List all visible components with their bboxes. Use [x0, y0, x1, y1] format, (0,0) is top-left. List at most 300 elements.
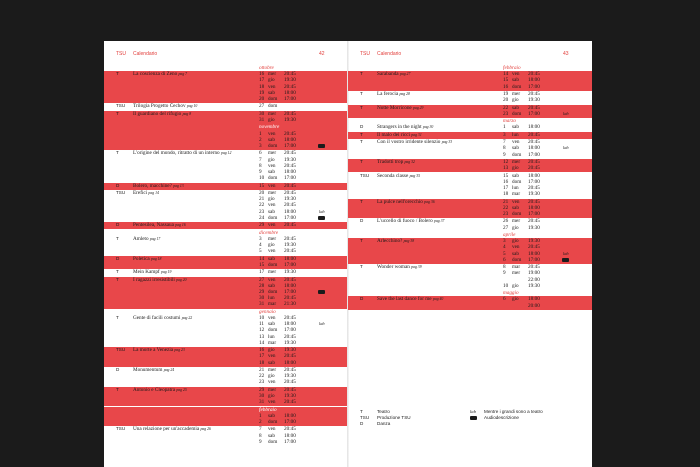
event-type: D	[360, 218, 364, 224]
event-type: T	[116, 269, 119, 275]
date-day: 2	[259, 419, 262, 425]
event-title	[377, 71, 502, 77]
date-time: 20:45	[284, 353, 296, 360]
date-weekday: ven	[268, 379, 276, 386]
date-day: 2	[259, 136, 262, 143]
date-day: 17	[259, 353, 265, 360]
date-weekday: lun	[512, 131, 519, 138]
event-type: T	[360, 264, 363, 270]
date-weekday: gio	[268, 196, 275, 203]
date-time: 20:45	[284, 83, 296, 90]
date-weekday: ven	[512, 139, 520, 146]
date-time: 20:45	[284, 333, 296, 340]
event-type: TSU	[116, 347, 126, 353]
date-day: 6	[259, 150, 262, 157]
date-weekday: sab	[268, 255, 275, 262]
legend-type-label: Produzione TSU	[377, 415, 411, 420]
page-reference: pag 7	[178, 72, 188, 77]
date-day: 14	[259, 339, 265, 346]
event-title	[133, 190, 258, 196]
date-time: 20:45	[528, 71, 540, 78]
date-day: 4	[503, 244, 506, 251]
date-day: 5	[259, 248, 262, 255]
date-day: 12	[259, 327, 265, 334]
event-title	[377, 264, 502, 270]
legend-type-code: TSU	[360, 415, 370, 420]
left-page	[104, 41, 348, 467]
audio-description-icon	[318, 216, 325, 220]
date-time: 18:00	[528, 204, 540, 211]
month-label: maggio	[503, 290, 519, 297]
date-time: 19:30	[284, 77, 296, 84]
date-time: 18:00	[528, 296, 540, 303]
event-type: T	[116, 110, 119, 116]
date-weekday: dom	[268, 96, 278, 102]
event-type: T	[360, 131, 363, 137]
date-day: 16	[259, 71, 265, 78]
date-weekday: ven	[268, 399, 276, 406]
date-day: 28	[259, 282, 265, 289]
date-day: 29	[259, 289, 265, 295]
date-time: 18:00	[284, 432, 296, 439]
date-weekday: ven	[512, 244, 520, 251]
date-weekday: gio	[268, 242, 275, 248]
date-weekday: dom	[268, 327, 278, 334]
date-weekday: dom	[512, 83, 522, 90]
date-weekday: gio	[512, 282, 519, 289]
date-time: 20:45	[528, 139, 540, 146]
date-day: 22	[259, 202, 265, 209]
date-weekday: mer	[268, 71, 277, 78]
date-weekday: dom	[512, 110, 522, 117]
date-time: 19:30	[528, 97, 540, 104]
date-weekday: mer	[512, 159, 521, 165]
date-day: 19	[259, 89, 265, 96]
header-title: Calendario	[377, 51, 402, 57]
date-day: 22	[503, 104, 509, 111]
date-time: 20:45	[284, 130, 296, 137]
header-tsu: TSU	[360, 51, 370, 57]
date-time: 19:30	[284, 196, 296, 203]
date-weekday: sab	[512, 172, 519, 179]
lab-mark: lab	[563, 145, 569, 151]
date-time: 18:00	[284, 359, 296, 366]
date-weekday: mar	[512, 191, 521, 198]
date-weekday: ven	[268, 182, 276, 189]
event-type: T	[360, 159, 363, 164]
event-title	[377, 218, 502, 224]
event-type: T	[116, 276, 119, 282]
page-reference: pag 33	[441, 140, 453, 145]
event-title	[133, 426, 258, 432]
date-day: 21	[259, 367, 265, 373]
event-title	[133, 367, 258, 373]
date-weekday: dom	[512, 256, 522, 263]
date-day: 11	[259, 321, 264, 328]
date-weekday: sab	[268, 282, 275, 289]
page-reference: pag 25	[176, 387, 187, 392]
date-day: 18	[259, 359, 265, 366]
event-title	[377, 238, 502, 244]
event-type: T	[360, 71, 363, 77]
date-day: 13	[259, 333, 265, 340]
date-weekday: ven	[268, 426, 276, 433]
page-reference: pag 31	[411, 132, 422, 137]
month-label: ottobre	[259, 65, 274, 71]
date-day: 1	[259, 130, 262, 137]
page-reference: pag 36	[424, 199, 435, 204]
date-time: 20:45	[284, 190, 296, 196]
date-time: 18:00	[284, 255, 296, 262]
legend-type-code: D	[360, 421, 364, 426]
date-day: 6	[503, 296, 506, 303]
date-weekday: sab	[512, 204, 519, 211]
event-title-text: Save the last dance for me	[377, 296, 433, 303]
date-time: 20:45	[284, 110, 296, 117]
page-reference: pag 8	[182, 111, 192, 116]
date-time: 17:00	[528, 256, 540, 263]
event-type: D	[360, 296, 364, 302]
date-day: 17	[259, 77, 265, 84]
event-type: T	[360, 91, 363, 96]
event-type: T	[116, 71, 119, 77]
date-weekday: gio	[268, 373, 275, 380]
event-title	[133, 103, 258, 109]
date-weekday: gio	[512, 224, 519, 231]
date-day: 4	[259, 242, 262, 248]
event-title-text: La coscienza di Zeno	[133, 71, 179, 78]
date-time: 19:30	[284, 393, 296, 399]
date-time: 19:30	[284, 242, 296, 248]
date-day: 8	[503, 145, 506, 152]
event-title-text: I ragazzi irresistibili	[133, 276, 177, 283]
date-time: 17:00	[528, 110, 540, 117]
event-title	[377, 139, 502, 145]
date-weekday: mer	[512, 91, 521, 97]
date-weekday: ven	[268, 315, 276, 321]
date-time: 18:00	[284, 169, 296, 175]
date-time: 20:45	[284, 162, 296, 169]
date-weekday: sab	[268, 321, 275, 328]
date-weekday: dom	[512, 178, 522, 185]
date-time: 18:00	[284, 282, 296, 289]
event-type: D	[116, 255, 120, 261]
event-title-text: La pulce nell'orecchio	[377, 198, 425, 205]
date-day: 30	[259, 295, 265, 302]
audio-description-icon	[470, 416, 477, 420]
page-reference: pag 26	[200, 427, 211, 432]
date-weekday: ven	[268, 248, 276, 255]
date-day: 16	[503, 178, 509, 185]
lab-mark: lab	[319, 321, 325, 327]
date-day: 10	[259, 315, 265, 321]
date-time: 17:00	[528, 211, 540, 217]
date-day: 14	[503, 71, 509, 78]
date-time: 17:00	[284, 289, 296, 295]
date-time: 19:30	[284, 156, 296, 163]
date-day: 10	[259, 175, 265, 182]
page-reference: pag 14	[148, 191, 159, 195]
date-time: 18:00	[284, 208, 296, 215]
date-time: 18:00	[528, 250, 540, 257]
date-time: 20:45	[284, 426, 296, 433]
date-time: 18:00	[528, 145, 540, 152]
date-time: 17:00	[284, 175, 296, 182]
date-time: 20:45	[284, 202, 296, 209]
date-time: 18:00	[528, 77, 540, 84]
event-title	[377, 199, 502, 205]
date-time: 20:45	[528, 131, 540, 138]
page-reference: pag 19	[160, 270, 172, 275]
date-day: 12	[503, 159, 509, 165]
event-title	[133, 315, 258, 321]
month-label: aprile	[503, 232, 516, 238]
date-weekday: mer	[268, 386, 277, 393]
date-day: 31	[259, 301, 265, 308]
date-time: 20:45	[284, 399, 296, 406]
date-weekday: sab	[512, 145, 519, 152]
event-type: TSU	[116, 190, 126, 195]
month-label: febbraio	[503, 65, 521, 71]
event-title-text: La morte a Venezia	[133, 347, 175, 354]
date-weekday: ven	[268, 276, 276, 283]
date-day: 24	[259, 214, 265, 221]
page-number: 43	[563, 51, 569, 57]
date-time: 20:45	[528, 264, 540, 271]
date-day: 23	[259, 208, 265, 215]
event-title-text: Wonder woman	[377, 264, 412, 271]
lab-mark: lab	[319, 208, 325, 214]
event-title-text: Notte Morricone	[377, 104, 414, 111]
date-weekday: sab	[268, 412, 275, 419]
date-day: 29	[259, 386, 265, 393]
date-day: 21	[259, 196, 265, 203]
event-type: T	[360, 198, 363, 204]
date-time: 20:45	[284, 150, 296, 157]
date-weekday: dom	[268, 419, 278, 425]
date-time: 20:45	[528, 185, 540, 191]
date-day: 8	[259, 432, 262, 439]
date-weekday: sab	[512, 124, 519, 131]
event-title	[377, 132, 502, 138]
date-weekday: mar	[268, 339, 277, 346]
event-title	[377, 105, 502, 111]
date-weekday: lun	[512, 185, 519, 191]
date-time: 17:00	[284, 327, 296, 334]
date-weekday: gio	[512, 238, 519, 245]
date-time: 19:30	[284, 117, 296, 123]
date-day: 3	[503, 131, 506, 138]
event-title	[133, 256, 258, 262]
event-title-text: Strangers in the night	[377, 124, 423, 131]
date-time: 20:45	[528, 159, 540, 165]
date-day: 22	[503, 204, 509, 211]
date-day: 23	[259, 379, 265, 386]
event-title-text: Erefici	[133, 190, 149, 196]
event-title	[133, 347, 258, 353]
date-time: 20:45	[284, 235, 296, 242]
date-weekday: mer	[512, 218, 521, 225]
page-reference: pag 12	[220, 151, 232, 156]
event-type: T	[116, 386, 119, 392]
event-type: T	[116, 235, 119, 241]
event-type: T	[116, 315, 119, 320]
event-band	[104, 413, 348, 426]
date-weekday: dom	[268, 103, 278, 110]
date-weekday: dom	[268, 438, 278, 445]
date-time: 20:45	[284, 276, 296, 283]
date-day: 9	[259, 169, 262, 175]
date-weekday: ven	[268, 130, 276, 137]
legend-mark-label: Mentre i grandi sono a teatro	[484, 409, 543, 414]
date-time: 20:45	[528, 218, 540, 225]
date-time	[284, 103, 306, 109]
legend-type-label: Danza	[377, 421, 391, 426]
event-title	[377, 91, 502, 97]
event-title-text: Una relazione per un'accademia	[133, 426, 201, 433]
date-day: 23	[503, 110, 509, 117]
event-title	[133, 269, 258, 275]
date-day: 23	[503, 211, 509, 217]
date-weekday: mer	[268, 190, 277, 196]
event-title-text: Arlecchino?	[377, 238, 404, 245]
event-title	[133, 150, 258, 156]
date-time: 19:30	[284, 269, 296, 276]
event-title	[133, 236, 258, 242]
event-type: T	[360, 238, 363, 244]
event-type: T	[360, 104, 363, 110]
date-time: 19:30	[284, 339, 296, 346]
event-title-text: Il guardiano del rifugio	[133, 110, 183, 117]
date-time: 20:45	[284, 71, 296, 78]
date-day: 29	[259, 222, 265, 229]
event-type: TSU	[116, 426, 126, 432]
date-weekday: sab	[512, 104, 519, 111]
date-weekday: sab	[268, 208, 275, 215]
date-time: 20:45	[528, 104, 540, 111]
page-reference: pag 37	[433, 219, 445, 224]
date-day: 3	[259, 235, 262, 242]
event-type: D	[116, 182, 120, 188]
date-weekday: dom	[268, 175, 278, 182]
date-weekday: gio	[268, 77, 275, 84]
date-weekday: mer	[268, 269, 277, 276]
date-weekday: gio	[512, 97, 519, 104]
date-weekday: sab	[512, 250, 519, 257]
date-day: 16	[503, 83, 509, 90]
page-reference: pag 39	[411, 265, 422, 270]
date-time: 20:45	[284, 367, 296, 373]
date-time: 19:30	[528, 224, 540, 231]
event-title	[133, 277, 258, 283]
event-title-text: Il malo dei ricci	[377, 131, 412, 138]
page-number: 42	[319, 51, 325, 57]
date-weekday: mer	[268, 235, 277, 242]
date-time: 21:30	[284, 301, 296, 308]
date-day: 1	[259, 412, 262, 419]
event-title-text: Poletica	[133, 255, 152, 262]
date-weekday: sab	[512, 77, 519, 84]
date-time: 18:00	[284, 321, 296, 328]
date-time: 19:30	[528, 238, 540, 245]
month-label: marzo	[503, 118, 516, 125]
page-reference: pag 29	[413, 105, 424, 110]
date-time: 17:00	[528, 83, 540, 90]
date-weekday: sab	[268, 136, 275, 143]
date-weekday: lun	[268, 295, 275, 302]
date-day: 6	[503, 256, 506, 263]
event-type: T	[116, 150, 119, 156]
date-weekday: ven	[268, 202, 276, 209]
event-title	[377, 159, 502, 165]
event-title-text: Pentesilea, Nassaua	[133, 222, 176, 229]
date-time: 17:00	[284, 438, 296, 445]
date-weekday: dom	[268, 214, 278, 221]
event-title-text: La ferocia	[377, 91, 400, 97]
date-time: 19:30	[284, 347, 296, 354]
legend-mark-label: Audiodescrizione	[484, 415, 519, 420]
page-reference: pag 32	[404, 160, 415, 164]
date-day: 30	[259, 393, 265, 399]
date-day: 9	[259, 438, 262, 445]
date-weekday: dom	[268, 143, 278, 149]
date-weekday: ven	[268, 222, 276, 229]
event-title-text: Monumentum	[133, 367, 164, 373]
date-day: 9	[503, 151, 506, 158]
lab-mark: lab	[563, 250, 569, 256]
event-title	[377, 173, 502, 179]
date-time: 20:45	[284, 222, 296, 229]
page-reference: pag 22	[181, 316, 193, 320]
date-weekday: sab	[268, 89, 275, 96]
event-type: D	[360, 124, 364, 130]
date-time: 20:45	[528, 244, 540, 251]
date-weekday: gio	[512, 165, 519, 172]
event-title-text: Antonio e Cleopatra	[133, 386, 177, 393]
date-time: 17:00	[284, 96, 296, 102]
date-day: 10	[503, 282, 509, 289]
page-reference: pag 30	[422, 125, 434, 130]
date-time: 20:45	[284, 315, 296, 321]
event-title-text: Bolero, macchine?	[133, 182, 174, 189]
date-day: 30	[259, 110, 265, 117]
date-day: 7	[259, 426, 262, 433]
date-day: 1	[503, 124, 506, 131]
date-weekday: ven	[268, 83, 276, 90]
date-weekday: gio	[268, 393, 275, 399]
event-title	[133, 71, 258, 77]
event-title	[377, 296, 502, 302]
date-day: 31	[259, 399, 265, 406]
event-title-text: Trilogia Progetto Čechov	[133, 103, 187, 110]
header-title: Calendario	[133, 51, 158, 57]
date-day: 27	[259, 276, 265, 283]
date-day: 15	[503, 77, 509, 84]
date-time: 20:45	[284, 379, 296, 386]
page-reference: pag 28	[399, 92, 410, 96]
date-day: 17	[259, 269, 265, 276]
date-day: 13	[503, 165, 509, 172]
date-weekday: mer	[512, 270, 521, 277]
date-day: 18	[259, 83, 265, 90]
right-page	[348, 41, 592, 467]
date-day: 17	[503, 185, 509, 191]
date-weekday	[512, 303, 528, 309]
date-time: 19:30	[528, 191, 540, 198]
date-day: 20	[259, 190, 265, 196]
date-weekday: dom	[512, 211, 522, 217]
legend-mark-code: lab	[470, 409, 476, 414]
